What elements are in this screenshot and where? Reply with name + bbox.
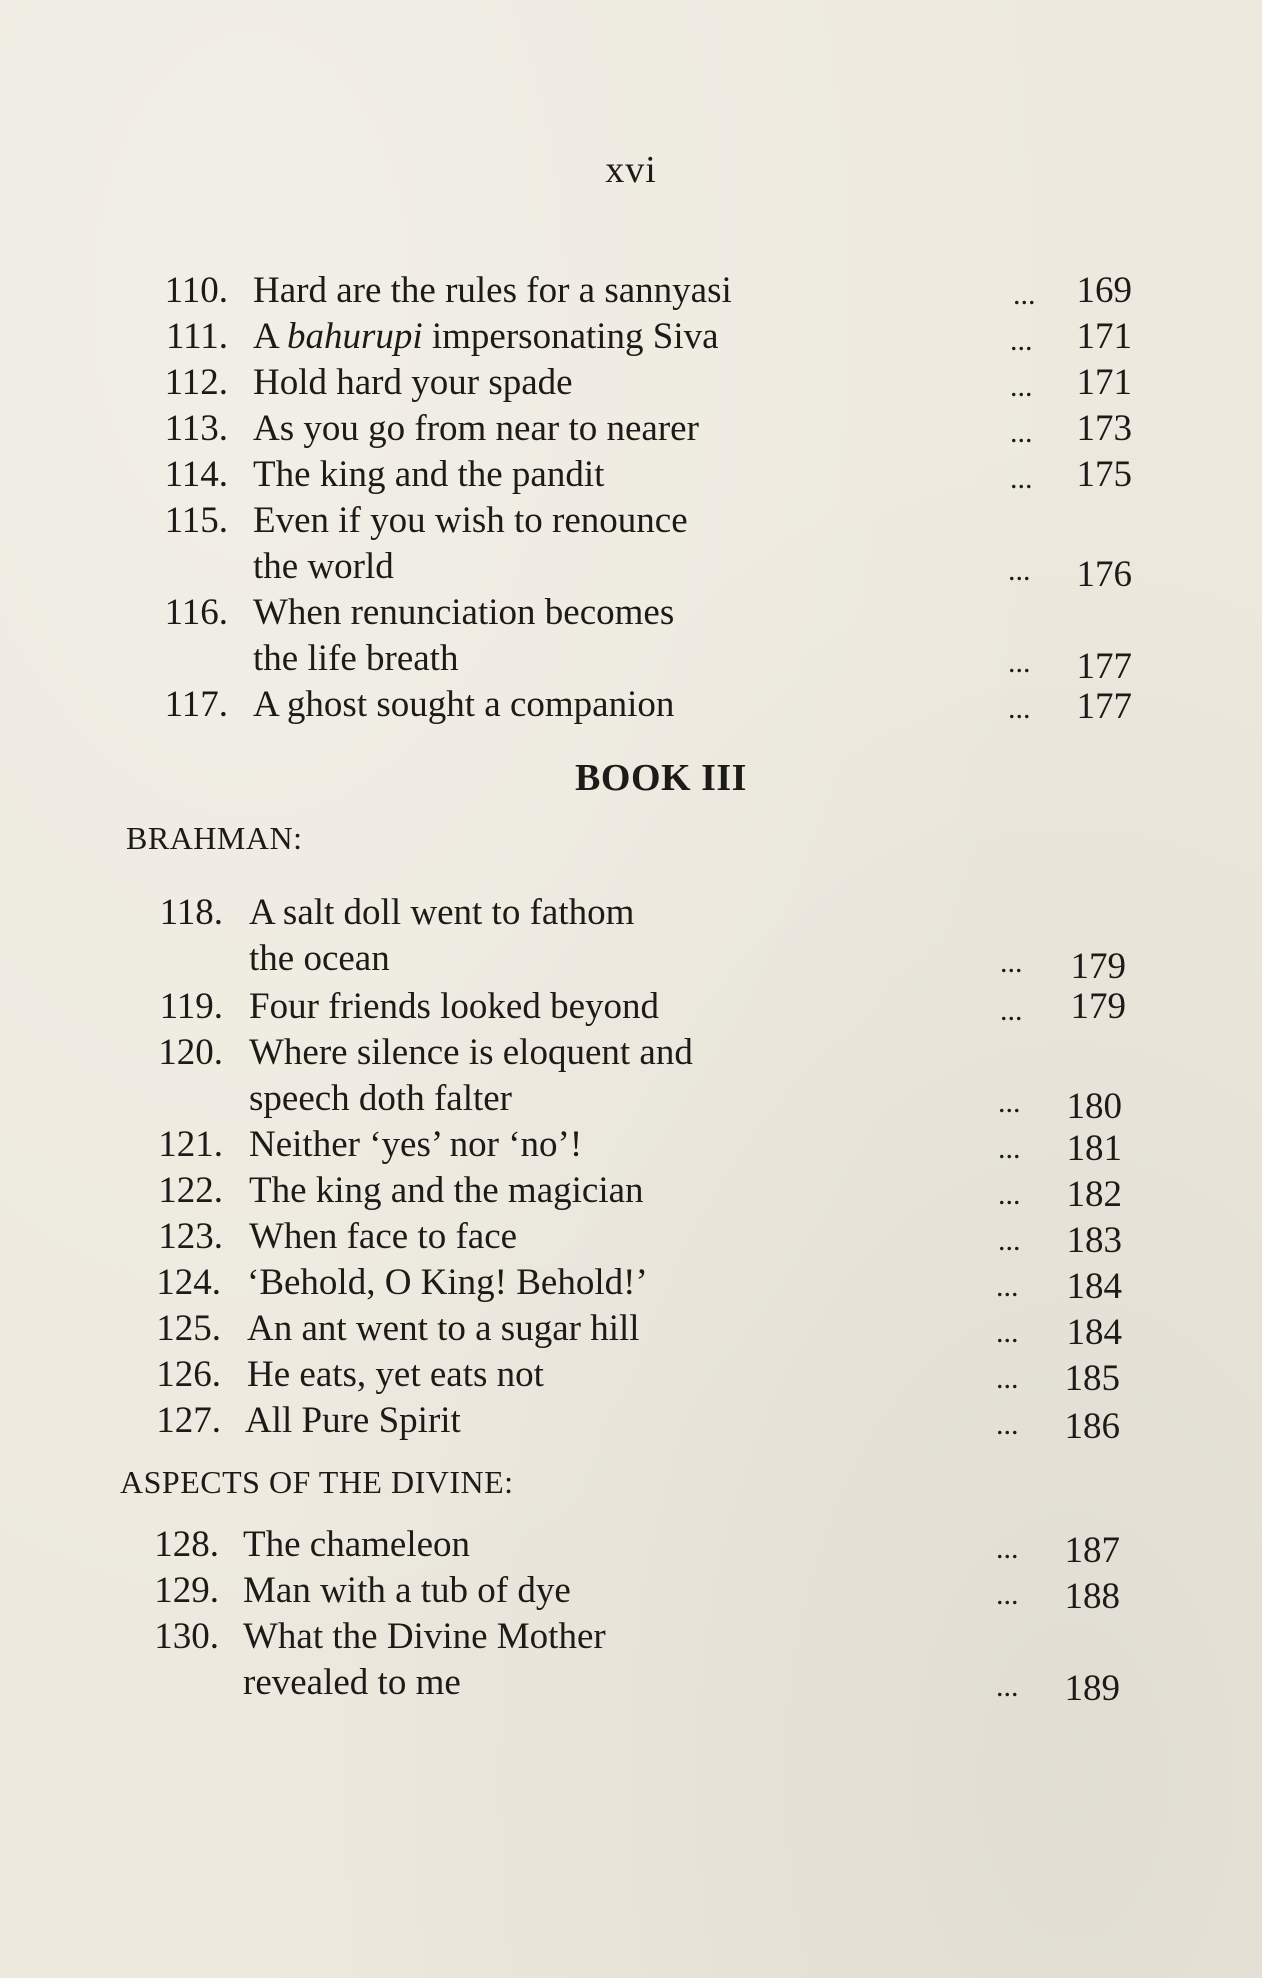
entry-number: 125. <box>156 1308 221 1349</box>
entry-page: 177 <box>1076 646 1132 687</box>
dot-leader: ... <box>1008 646 1031 679</box>
entry-page: 180 <box>1066 1086 1122 1127</box>
toc-entry-continuation <box>0 936 1262 987</box>
dot-leader: ... <box>998 1178 1021 1211</box>
entry-title: the life breath <box>253 638 459 679</box>
entry-title: Where silence is eloquent and <box>249 1032 693 1073</box>
toc-entry <box>0 360 1262 406</box>
entry-page: 189 <box>1064 1668 1120 1709</box>
entry-number: 124. <box>156 1262 221 1303</box>
toc-entry <box>0 452 1262 498</box>
entry-title: Hard are the rules for a sannyasi <box>253 270 732 311</box>
toc-entry-continuation <box>0 636 1262 687</box>
entry-title: He eats, yet eats not <box>247 1354 544 1395</box>
toc-entry <box>0 890 1262 936</box>
entry-number: 114. <box>164 454 228 495</box>
toc-entry-continuation <box>0 1076 1262 1127</box>
entry-page: 177 <box>1076 686 1132 727</box>
dot-leader: ... <box>1010 324 1033 357</box>
book-heading: BOOK III <box>575 757 747 799</box>
dot-leader: ... <box>998 1086 1021 1119</box>
entry-number: 117. <box>164 684 228 725</box>
entry-title: revealed to me <box>243 1662 461 1703</box>
toc-entry <box>0 1122 1262 1168</box>
toc-entry-continuation <box>0 1660 1262 1709</box>
toc-entry-continuation <box>0 544 1262 595</box>
dot-leader: ... <box>1008 692 1031 725</box>
entry-number: 115. <box>164 500 228 541</box>
dot-leader: ... <box>996 1408 1019 1441</box>
dot-leader: ... <box>998 1132 1021 1165</box>
entry-page: 171 <box>1076 362 1132 403</box>
entry-title: A salt doll went to fathom <box>249 892 635 933</box>
entry-page: 171 <box>1076 316 1132 357</box>
dot-leader: ... <box>1000 946 1023 979</box>
entry-page: 183 <box>1066 1220 1122 1261</box>
entry-number: 123. <box>158 1216 223 1257</box>
toc-entry <box>0 1522 1262 1571</box>
entry-title: What the Divine Mother <box>243 1616 606 1657</box>
entry-number: 116. <box>164 592 228 633</box>
entry-title: Even if you wish to renounce <box>253 500 688 541</box>
entry-page: 176 <box>1076 554 1132 595</box>
entry-page: 182 <box>1066 1174 1122 1215</box>
entry-title: All Pure Spirit <box>245 1400 461 1441</box>
entry-title: ‘Behold, O King! Behold!’ <box>247 1262 648 1303</box>
entry-page: 188 <box>1064 1576 1120 1617</box>
entry-title-part: A <box>253 316 287 357</box>
entry-number: 127. <box>156 1400 221 1441</box>
dot-leader: ... <box>1013 278 1036 311</box>
entry-number: 128. <box>154 1524 219 1565</box>
entry-title: A ghost sought a companion <box>253 684 675 725</box>
entry-title: Neither ‘yes’ nor ‘no’! <box>249 1124 583 1165</box>
entry-page: 186 <box>1064 1406 1120 1447</box>
toc-entry <box>0 1030 1262 1076</box>
toc-entry <box>0 268 1262 314</box>
entry-title: As you go from near to nearer <box>253 408 699 449</box>
entry-page: 187 <box>1064 1530 1120 1571</box>
toc-entry <box>0 1568 1262 1617</box>
dot-leader: ... <box>996 1532 1019 1565</box>
entry-title: The king and the pandit <box>253 454 605 495</box>
entry-number: 121. <box>158 1124 223 1165</box>
entry-number: 112. <box>164 362 228 403</box>
entry-title <box>253 314 719 360</box>
dot-leader: ... <box>1010 462 1033 495</box>
section-heading-brahman: BRAHMAN: <box>126 820 303 856</box>
entry-page: 169 <box>1076 270 1132 311</box>
entry-title: Man with a tub of dye <box>243 1570 571 1611</box>
entry-number: 122. <box>158 1170 223 1211</box>
entry-title: speech doth falter <box>249 1078 512 1119</box>
toc-entry <box>0 984 1262 1030</box>
toc-entry <box>0 498 1262 544</box>
entry-title: The chameleon <box>243 1524 471 1565</box>
entry-title: When renunciation becomes <box>253 592 675 633</box>
entry-title-part: impersonating Siva <box>422 316 719 357</box>
dot-leader: ... <box>996 1270 1019 1303</box>
entry-title: the world <box>253 546 394 587</box>
toc-entry <box>0 1168 1262 1214</box>
entry-title: Four friends looked beyond <box>249 986 660 1027</box>
dot-leader: ... <box>1008 554 1031 587</box>
entry-number: 111. <box>165 316 228 357</box>
page-folio: xvi <box>605 149 657 191</box>
dot-leader: ... <box>998 1224 1021 1257</box>
entry-page: 179 <box>1070 986 1126 1027</box>
dot-leader: ... <box>996 1578 1019 1611</box>
toc-entry <box>0 682 1262 728</box>
toc-entry <box>0 590 1262 636</box>
dot-leader: ... <box>996 1316 1019 1349</box>
toc-entry <box>0 1260 1262 1306</box>
entry-title: The king and the magician <box>249 1170 644 1211</box>
dot-leader: ... <box>1010 370 1033 403</box>
entry-number: 118. <box>159 892 223 933</box>
entry-page: 184 <box>1066 1266 1122 1307</box>
dot-leader: ... <box>996 1362 1019 1395</box>
toc-entry <box>0 1398 1262 1447</box>
entry-title: When face to face <box>249 1216 518 1257</box>
entry-number: 130. <box>154 1616 219 1657</box>
entry-number: 113. <box>164 408 228 449</box>
entry-title: An ant went to a sugar hill <box>247 1308 640 1349</box>
dot-leader: ... <box>1000 994 1023 1027</box>
entry-page: 179 <box>1070 946 1126 987</box>
entry-page: 184 <box>1066 1312 1122 1353</box>
toc-entry <box>0 314 1262 360</box>
entry-title: Hold hard your spade <box>253 362 573 403</box>
dot-leader: ... <box>1010 416 1033 449</box>
entry-number: 110. <box>164 270 228 311</box>
entry-number: 119. <box>159 986 223 1027</box>
toc-entry <box>0 406 1262 452</box>
section-heading-aspects: ASPECTS OF THE DIVINE: <box>120 1464 514 1500</box>
entry-number: 126. <box>156 1354 221 1395</box>
entry-number: 129. <box>154 1570 219 1611</box>
entry-page: 185 <box>1064 1358 1120 1399</box>
entry-page: 181 <box>1066 1128 1122 1169</box>
entry-number: 120. <box>158 1032 223 1073</box>
entry-page: 173 <box>1076 408 1132 449</box>
toc-entry <box>0 1352 1262 1398</box>
entry-title-italic: bahurupi <box>286 316 423 357</box>
dot-leader: ... <box>996 1670 1019 1703</box>
toc-entry <box>0 1614 1262 1660</box>
toc-entry <box>0 1214 1262 1260</box>
entry-title: the ocean <box>249 938 390 979</box>
entry-page: 175 <box>1076 454 1132 495</box>
toc-entry <box>0 1306 1262 1352</box>
